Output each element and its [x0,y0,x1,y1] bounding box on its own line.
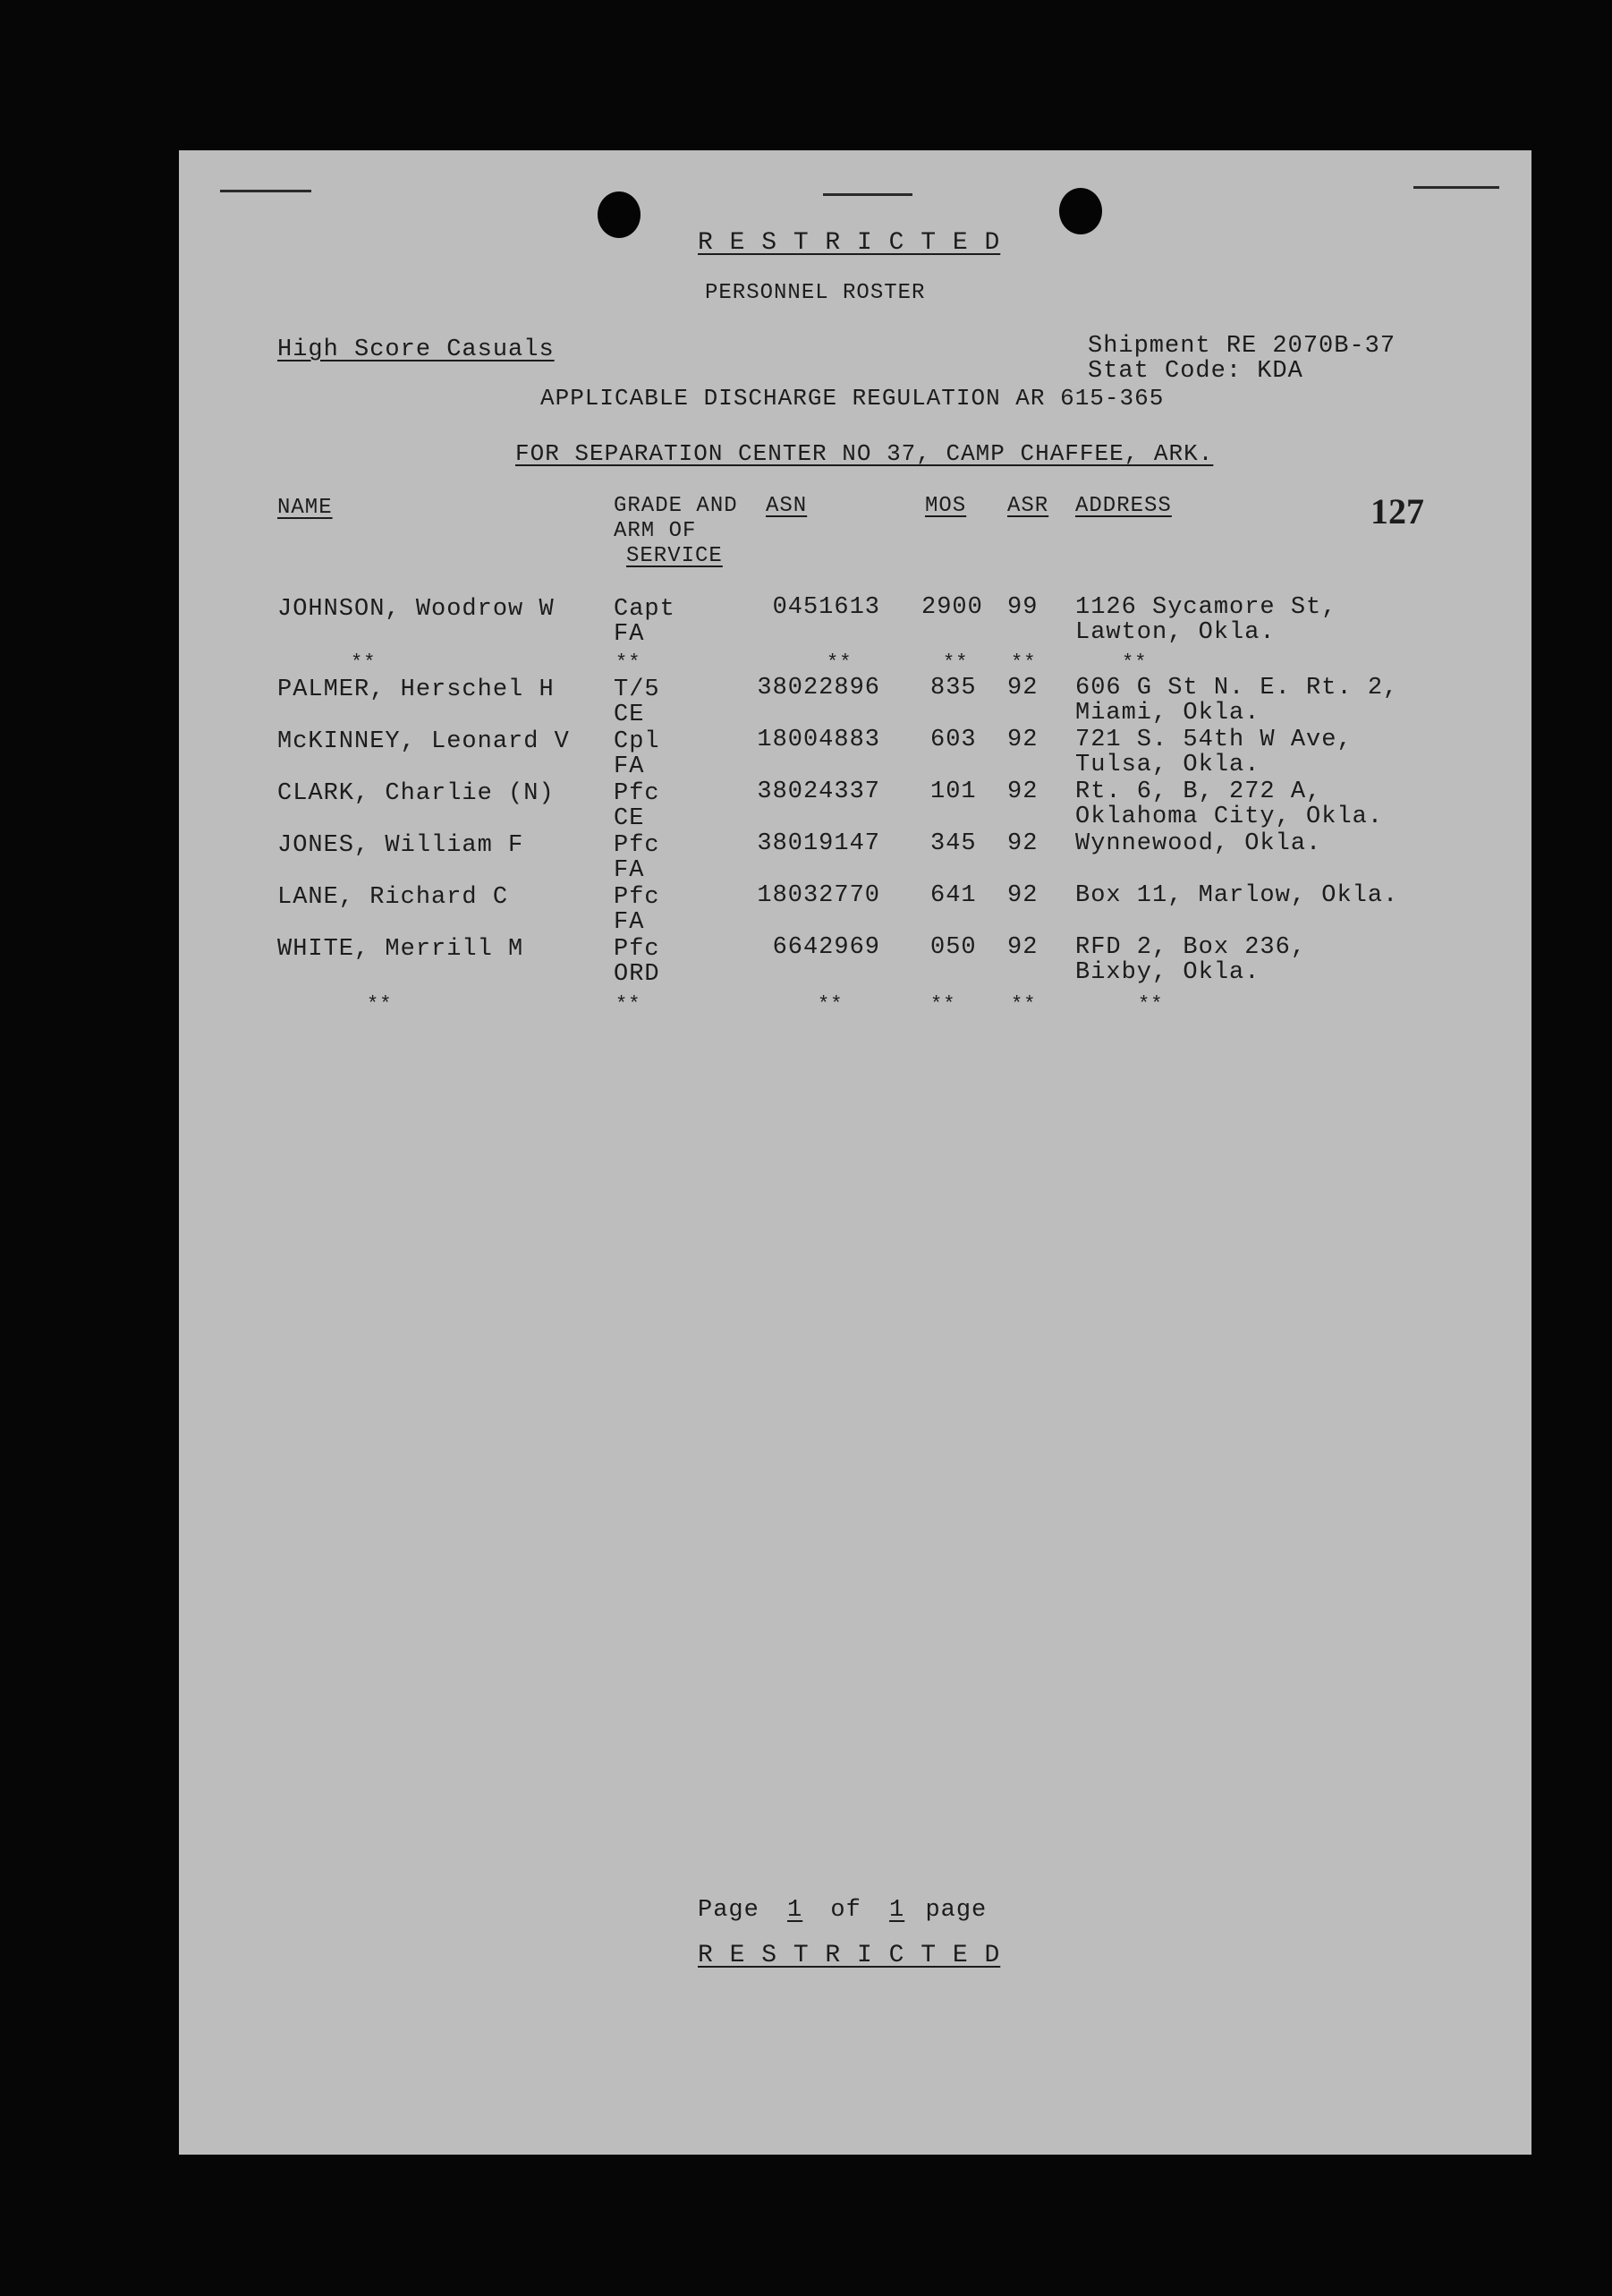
row-arm: CE [614,805,645,832]
of-word: of [830,1897,861,1924]
row-arm: ORD [614,961,660,988]
group-label: High Score Casuals [277,336,555,363]
row-asn: 18032770 [757,882,880,909]
column-grade-line2: ARM OF [614,519,697,543]
row-address-line2: Miami, Okla. [1075,700,1260,727]
separator-mark: ** [351,651,377,674]
row-arm: FA [614,753,645,780]
row-grade: Pfc [614,832,660,859]
punch-hole-left [598,191,641,238]
row-address-line1: Rt. 6, B, 272 A, [1075,778,1322,805]
restricted-heading-top: R E S T R I C T E D [698,229,1001,257]
separator-mark: ** [1122,651,1148,674]
separator-mark: ** [1011,651,1037,674]
row-mos: 603 [930,727,977,753]
row-address-line1: 606 G St N. E. Rt. 2, [1075,675,1399,702]
separator-mark: ** [943,651,969,674]
separator-mark: ** [615,993,641,1016]
row-asr: 92 [1007,778,1039,805]
separator-mark: ** [1138,993,1164,1016]
row-address-line1: Wynnewood, Okla. [1075,830,1322,857]
row-asr: 92 [1007,675,1039,702]
row-mos: 050 [930,934,977,961]
separator-mark: ** [367,993,393,1016]
row-arm: CE [614,702,645,728]
row-asr: 92 [1007,830,1039,857]
shipment-number: Shipment RE 2070B-37 [1088,333,1396,360]
row-name: JONES, William F [277,832,524,859]
stat-code: Stat Code: KDA [1088,358,1303,385]
column-asr: ASR [1007,494,1049,518]
row-name: JOHNSON, Woodrow W [277,596,555,623]
separator-mark: ** [615,651,641,674]
column-mos: MOS [925,494,967,518]
page-total: 1 [889,1897,905,1924]
row-asn: 18004883 [757,727,880,753]
row-address-line2: Bixby, Okla. [1075,959,1260,986]
row-grade: Capt [614,596,675,623]
roster-title: PERSONNEL ROSTER [705,281,926,305]
row-address-line1: Box 11, Marlow, Okla. [1075,882,1399,909]
row-mos: 2900 [921,594,983,621]
separator-mark: ** [1011,993,1037,1016]
row-name: LANE, Richard C [277,884,509,911]
margin-mark-center [823,193,912,196]
punch-hole-right [1059,188,1102,234]
row-address-line2: Tulsa, Okla. [1075,752,1260,778]
roster-page [179,150,1531,2155]
row-address-line1: 721 S. 54th W Ave, [1075,727,1353,753]
row-mos: 101 [930,778,977,805]
row-mos: 641 [930,882,977,909]
row-asn: 38024337 [757,778,880,805]
row-address-line1: 1126 Sycamore St, [1075,594,1337,621]
row-address-line1: RFD 2, Box 236, [1075,934,1307,961]
margin-mark-right [1413,186,1499,189]
column-grade-line1: GRADE AND [614,494,738,518]
row-asn: 38019147 [757,830,880,857]
separator-mark: ** [930,993,956,1016]
row-address-line2: Lawton, Okla. [1075,619,1276,646]
page-current: 1 [787,1897,803,1924]
column-grade-line3: SERVICE [626,544,723,568]
column-name: NAME [277,496,333,520]
row-address-line2: Oklahoma City, Okla. [1075,804,1384,830]
row-name: WHITE, Merrill M [277,936,524,963]
separation-center: FOR SEPARATION CENTER NO 37, CAMP CHAFFEE, ARK. [515,440,1214,467]
row-arm: FA [614,621,645,648]
column-asn: ASN [766,494,808,518]
page-unit: page [925,1897,988,1924]
row-name: CLARK, Charlie (N) [277,780,555,807]
column-address: ADDRESS [1075,494,1172,518]
row-mos: 345 [930,830,977,857]
page-word: Page [698,1897,759,1924]
row-mos: 835 [930,675,977,702]
row-grade: Pfc [614,936,660,963]
row-name: McKINNEY, Leonard V [277,728,570,755]
row-arm: FA [614,857,645,884]
margin-mark-left [220,190,311,192]
restricted-heading-bottom: R E S T R I C T E D [698,1942,1001,1969]
row-grade: T/5 [614,676,660,703]
row-asr: 92 [1007,934,1039,961]
row-asr: 99 [1007,594,1039,621]
row-grade: Pfc [614,884,660,911]
separator-mark: ** [827,651,853,674]
row-grade: Pfc [614,780,660,807]
separator-mark: ** [818,993,844,1016]
row-name: PALMER, Herschel H [277,676,555,703]
row-asn: 6642969 [772,934,880,961]
page-number: 127 [1370,491,1424,531]
page-count [698,1897,987,1924]
row-asn: 0451613 [772,594,880,621]
row-arm: FA [614,909,645,936]
row-grade: Cpl [614,728,660,755]
row-asr: 92 [1007,727,1039,753]
discharge-regulation: APPLICABLE DISCHARGE REGULATION AR 615-365 [540,385,1165,412]
row-asr: 92 [1007,882,1039,909]
row-asn: 38022896 [757,675,880,702]
